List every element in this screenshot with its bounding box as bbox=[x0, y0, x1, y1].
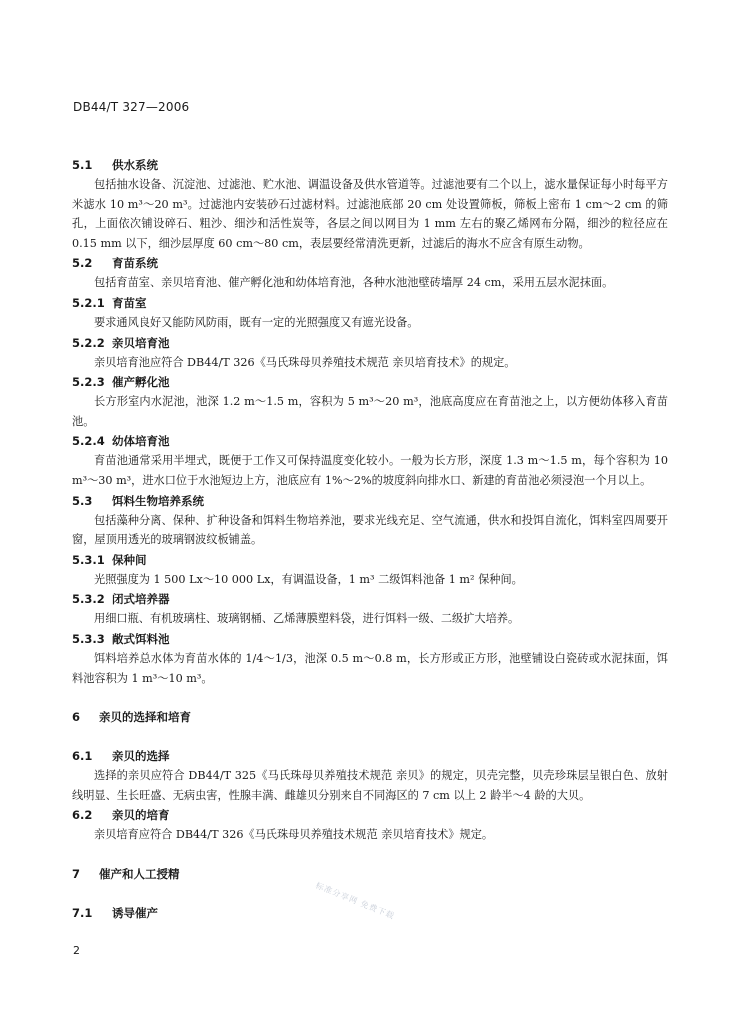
section-number: 6 bbox=[72, 710, 81, 725]
heading-7 bbox=[72, 864, 668, 884]
heading-5-3-1 bbox=[72, 550, 668, 570]
document-body bbox=[72, 155, 668, 923]
section-title: 闭式培养器 bbox=[112, 592, 170, 607]
paragraph-5-3: 包括藻种分离、保种、扩种设备和饵料生物培养池，要求光线充足、空气流通，供水和投饵自流化，饵料室四周要开窗，屋顶用透光的玻璃钢波纹板铺盖。 bbox=[72, 513, 668, 547]
section-spacer bbox=[72, 727, 668, 746]
section-title: 催产和人工授精 bbox=[99, 866, 180, 881]
page-number: 2 bbox=[73, 944, 80, 957]
paragraph-5-3-3: 饵料培养总水体为育苗水体的 1/4～1/3，池深 0.5 m～0.8 m，长方形或正方形，池壁铺设白瓷砖或水泥抹面，饵料池容积为 1 m³～10 m³。 bbox=[72, 651, 668, 685]
section-title: 敞式饵料池 bbox=[112, 631, 170, 646]
section-number: 5.2 bbox=[72, 256, 93, 271]
section-number: 6.2 bbox=[72, 808, 93, 823]
paragraph-5-2-1: 要求通风良好又能防风防雨，既有一定的光照强度又有遮光设备。 bbox=[94, 315, 419, 329]
paragraph-5-2-2: 亲贝培育池应符合 DB44/T 326《马氏珠母贝养殖技术规范 亲贝培育技术》的规定。 bbox=[94, 355, 516, 369]
section-spacer bbox=[72, 688, 668, 707]
heading-5-2-1 bbox=[72, 293, 668, 313]
section-number: 5.2.2 bbox=[72, 335, 105, 350]
section-number: 7.1 bbox=[72, 905, 93, 920]
watermark: 标准分享网 免费下载 bbox=[314, 880, 397, 921]
heading-5-2-2 bbox=[72, 333, 668, 353]
section-title: 育苗系统 bbox=[112, 256, 158, 271]
document-code: DB44/T 327—2006 bbox=[73, 100, 190, 114]
paragraph-6-1: 选择的亲贝应符合 DB44/T 325《马氏珠母贝养殖技术规范 亲贝》的规定，贝壳完整，贝壳珍珠层呈银白色、放射线明显、生长旺盛、无病虫害，性腺丰满、雌雄贝分别来自不同海区的 7 cm 以上 2 龄半～4 龄的大贝。 bbox=[72, 769, 668, 802]
paragraph-5-2-3: 长方形室内水泥池，池深 1.2 m～1.5 m，容积为 5 m³～20 m³，池底高度应在育苗池之上，以方便幼体移入育苗池。 bbox=[72, 395, 668, 428]
paragraph-5-3-2: 用细口瓶、有机玻璃柱、玻璃钢桶、乙烯薄膜塑料袋，进行饵料一级、二级扩大培养。 bbox=[94, 612, 520, 626]
paragraph-5-1: 包括抽水设备、沉淀池、过滤池、贮水池、调温设备及供水管道等。过滤池要有二个以上，滤水量保证每小时每平方米滤水 10 m³～20 m³。过滤池内安装砂石过滤材料。过滤池底部 20 cm 处设置筛板，筛板上密布 1 cm～2 cm 的筛孔，上面依次铺设碎石、粗沙、细沙和活性炭等，各层之间以网目为 1 mm 左右的聚乙烯网布分隔，细沙的粒径应在 0.15 mm 以下，细沙层厚度 60 cm～80 cm，表层要经常清洗更新，过滤后的海水不应含有原生动物。 bbox=[72, 178, 668, 250]
section-number: 5.3.3 bbox=[72, 631, 105, 646]
section-number: 5.3.1 bbox=[72, 552, 105, 567]
paragraph-5-3-1: 光照强度为 1 500 Lx～10 000 Lx，有调温设备，1 m³ 二级饵料池备 1 m² 保种间。 bbox=[94, 572, 523, 586]
section-title: 诱导催产 bbox=[112, 905, 158, 920]
section-title: 幼体培育池 bbox=[112, 434, 170, 449]
heading-6 bbox=[72, 707, 668, 727]
section-number: 5.2.1 bbox=[72, 295, 105, 310]
paragraph-5-2-4: 育苗池通常采用半埋式，既便于工作又可保持温度变化较小。一般为长方形，深度 1.3 m～1.5 m，每个容积为 10 m³～30 m³，进水口位于水池短边上方，池底应有 1%～2%的坡度斜向排水口、新建的育苗池必须浸泡一个月以上。 bbox=[72, 454, 668, 487]
section-number: 7 bbox=[72, 866, 81, 881]
heading-5-2-3 bbox=[72, 372, 668, 392]
section-title: 催产孵化池 bbox=[112, 375, 170, 390]
heading-5-3 bbox=[72, 491, 668, 511]
heading-5-3-2 bbox=[72, 589, 668, 609]
section-title: 育苗室 bbox=[112, 295, 147, 310]
paragraph-6-2: 亲贝培育应符合 DB44/T 326《马氏珠母贝养殖技术规范 亲贝培育技术》规定。 bbox=[94, 828, 494, 842]
section-number: 5.3 bbox=[72, 493, 93, 508]
section-title: 饵料生物培养系统 bbox=[112, 493, 204, 508]
heading-5-3-3 bbox=[72, 629, 668, 649]
section-number: 5.2.4 bbox=[72, 434, 105, 449]
section-number: 5.1 bbox=[72, 158, 93, 172]
heading-6-2 bbox=[72, 805, 668, 825]
section-title: 亲贝培育池 bbox=[112, 335, 170, 350]
section-number: 5.3.2 bbox=[72, 592, 105, 607]
section-title: 保种间 bbox=[112, 552, 147, 567]
heading-5-1 bbox=[72, 155, 668, 175]
section-number: 5.2.3 bbox=[72, 375, 105, 390]
heading-6-1 bbox=[72, 746, 668, 766]
section-title: 亲贝的培育 bbox=[112, 808, 170, 823]
section-title: 亲贝的选择和培育 bbox=[99, 710, 191, 725]
paragraph-5-2: 包括育苗室、亲贝培育池、催产孵化池和幼体培育池，各种水池池壁砖墙厚 24 cm，采用五层水泥抹面。 bbox=[94, 276, 614, 290]
section-title: 亲贝的选择 bbox=[112, 749, 170, 764]
heading-5-2 bbox=[72, 253, 668, 273]
section-number: 6.1 bbox=[72, 749, 93, 764]
section-title: 供水系统 bbox=[112, 158, 158, 172]
heading-5-2-4 bbox=[72, 431, 668, 451]
section-spacer bbox=[72, 845, 668, 864]
